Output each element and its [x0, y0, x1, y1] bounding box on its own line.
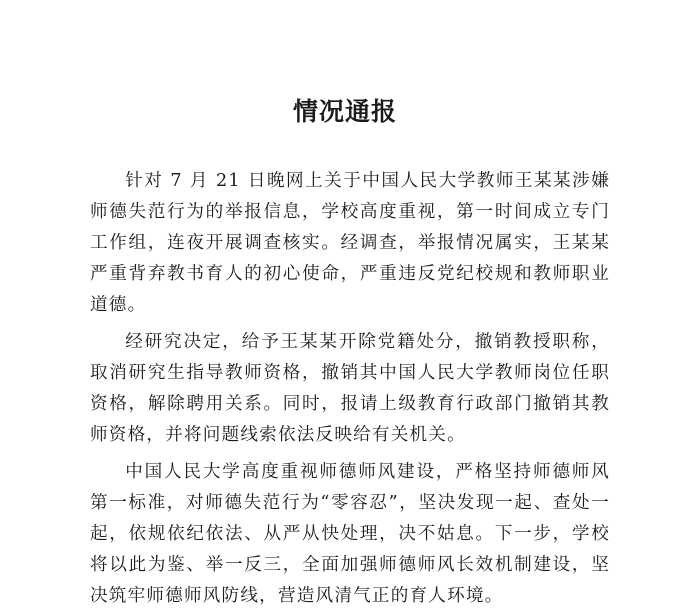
paragraph-2: 经研究决定，给予王某某开除党籍处分，撤销教授职称，取消研究生指导教师资格，撤销其中国人民大学教师岗位任职资格，解除聘用关系。同时，报请上级教育行政部门撤销其教师资格，并将问题线索依法反映给有关机关。: [90, 332, 610, 445]
paragraph-3: 中国人民大学高度重视师德师风建设，严格坚持师德师风第一标准，对师德失范行为“零容忍”，坚决发现一起、查处一起，依规依纪依法、从严从快处理，决不姑息。下一步，学校将以此为鉴、举一反三，全面加强师德师风长效机制建设，坚决筑牢师德师风防线，营造风清气正的育人环境。: [90, 462, 610, 606]
paragraph-1: 针对 7 月 21 日晚网上关于中国人民大学教师王某某涉嫌师德失范行为的举报信息，学校高度重视，第一时间成立专门工作组，连夜开展调查核实。经调查，举报情况属实，王某某严重背弃教书育人的初心使命，严重违反党纪校规和教师职业道德。: [90, 171, 610, 315]
document-body: [90, 166, 610, 612]
document-title: 情况通报: [292, 97, 397, 126]
